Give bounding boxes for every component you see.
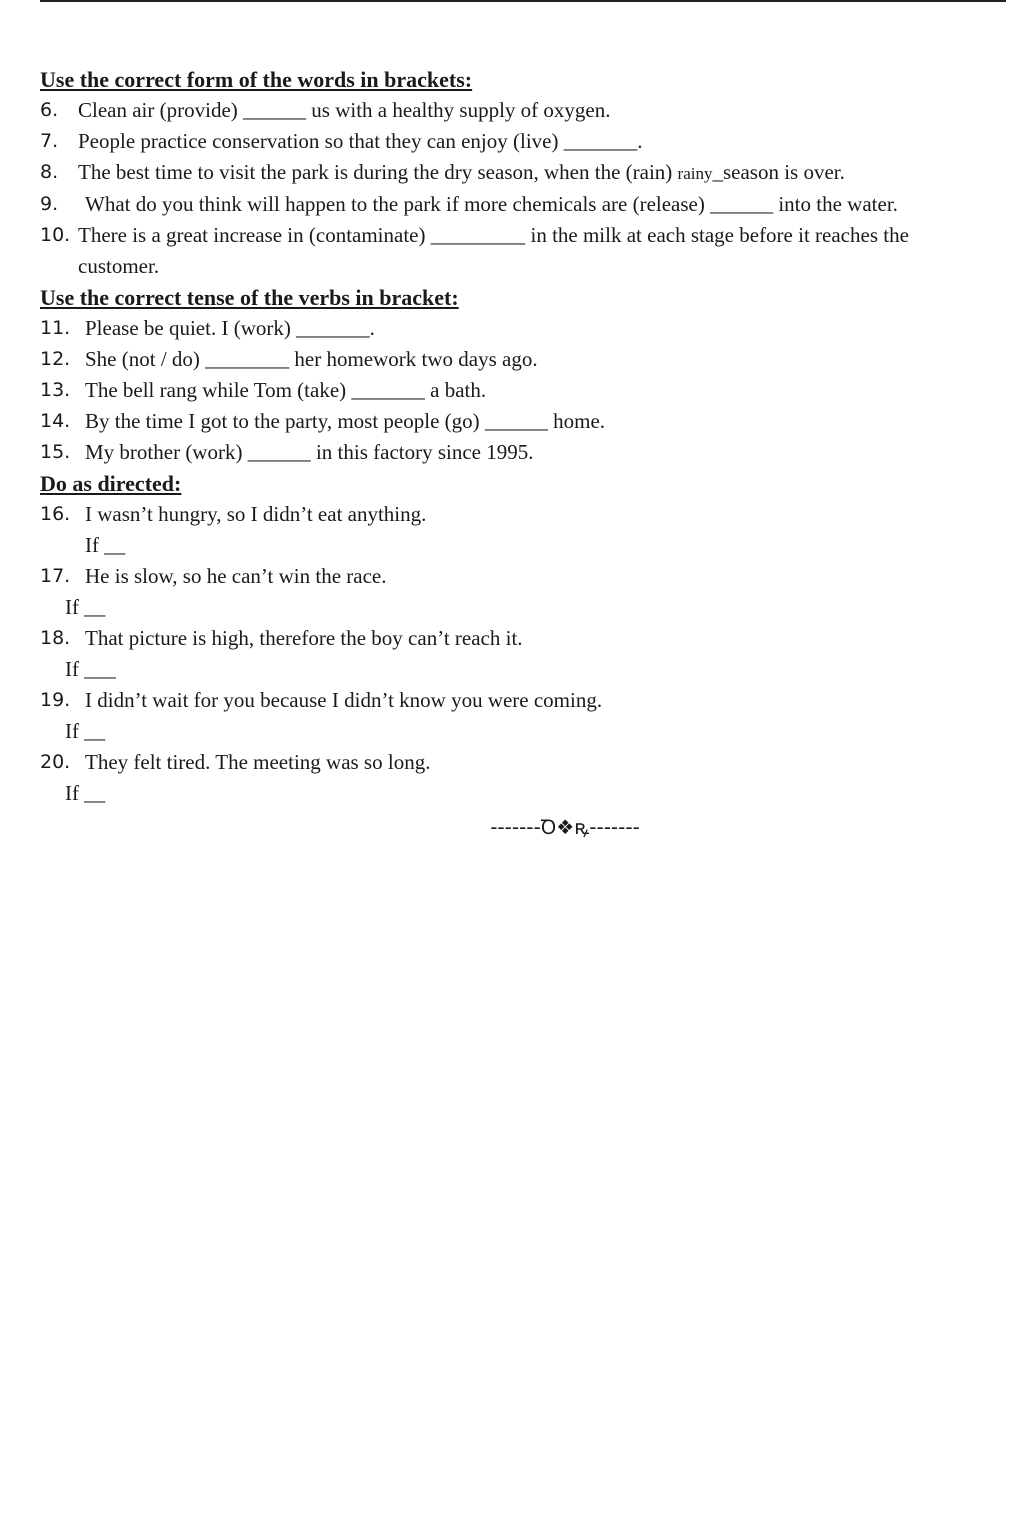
- question-text: People practice conservation so that they can enjoy (live) _______.: [78, 129, 643, 153]
- question-text: That picture is high, therefore the boy can’t reach it.: [85, 626, 523, 650]
- question-17: [40, 561, 990, 592]
- question-text-after: _season is over.: [712, 160, 845, 184]
- question-number: 16.: [40, 503, 71, 525]
- answer-prompt: If __: [65, 595, 106, 619]
- question-number: 13.: [40, 379, 71, 401]
- question-12: [40, 344, 990, 375]
- question-7: [40, 126, 990, 157]
- question-text: There is a great increase in (contaminate) _________ in the milk at each stage before it reaches the customer.: [78, 223, 909, 278]
- answer-prompt: If ___: [65, 657, 116, 681]
- question-number: 7.: [40, 130, 59, 152]
- question-number: 10.: [40, 224, 71, 246]
- answer-prompt: If __: [85, 533, 126, 557]
- question-number: 6.: [40, 99, 59, 121]
- question-18: [40, 623, 990, 654]
- question-number: 20.: [40, 751, 71, 773]
- worksheet-page: [40, 64, 990, 841]
- question-number: 17.: [40, 565, 71, 587]
- question-text: I didn’t wait for you because I didn’t know you were coming.: [85, 688, 603, 712]
- question-10: [40, 220, 990, 282]
- end-ornament: -------Ꝺ❖ꝶ-------: [490, 815, 640, 839]
- question-text: What do you think will happen to the park if more chemicals are (release) ______ into the water.: [85, 192, 898, 216]
- section-heading-word-form: Use the correct form of the words in brackets:: [40, 67, 473, 92]
- question-text: He is slow, so he can’t win the race.: [85, 564, 387, 588]
- filled-answer: rainy: [677, 164, 713, 183]
- question-text: Clean air (provide) ______ us with a healthy supply of oxygen.: [78, 98, 611, 122]
- question-text: My brother (work) ______ in this factory since 1995.: [85, 440, 534, 464]
- question-15: [40, 437, 990, 468]
- question-number: 19.: [40, 689, 71, 711]
- question-19: [40, 685, 990, 716]
- question-text: By the time I got to the party, most people (go) ______ home.: [85, 409, 606, 433]
- question-text: The bell rang while Tom (take) _______ a bath.: [85, 378, 487, 402]
- question-16: [40, 499, 990, 530]
- question-text: Please be quiet. I (work) _______.: [85, 316, 375, 340]
- question-6: [40, 95, 990, 126]
- question-11: [40, 313, 990, 344]
- question-number: 14.: [40, 410, 71, 432]
- question-text: They felt tired. The meeting was so long.: [85, 750, 431, 774]
- question-number: 12.: [40, 348, 71, 370]
- answer-prompt: If __: [65, 719, 106, 743]
- question-text: She (not / do) ________ her homework two days ago.: [85, 347, 538, 371]
- question-14: [40, 406, 990, 437]
- question-number: 8.: [40, 161, 59, 183]
- question-20: [40, 747, 990, 778]
- question-number: 15.: [40, 441, 71, 463]
- answer-prompt: If __: [65, 781, 106, 805]
- question-number: 18.: [40, 627, 71, 649]
- top-rule: [40, 0, 1006, 2]
- question-text-before: The best time to visit the park is during the dry season, when the (rain): [78, 160, 678, 184]
- question-number: 11.: [40, 317, 71, 339]
- question-text: I wasn’t hungry, so I didn’t eat anything.: [85, 502, 427, 526]
- question-9: [40, 189, 990, 220]
- question-number: 9.: [40, 193, 59, 215]
- question-13: [40, 375, 990, 406]
- question-text: [78, 157, 990, 189]
- question-8: [40, 157, 990, 189]
- section-heading-do-as-directed: Do as directed:: [40, 471, 182, 496]
- section-heading-verb-tense: Use the correct tense of the verbs in bracket:: [40, 285, 459, 310]
